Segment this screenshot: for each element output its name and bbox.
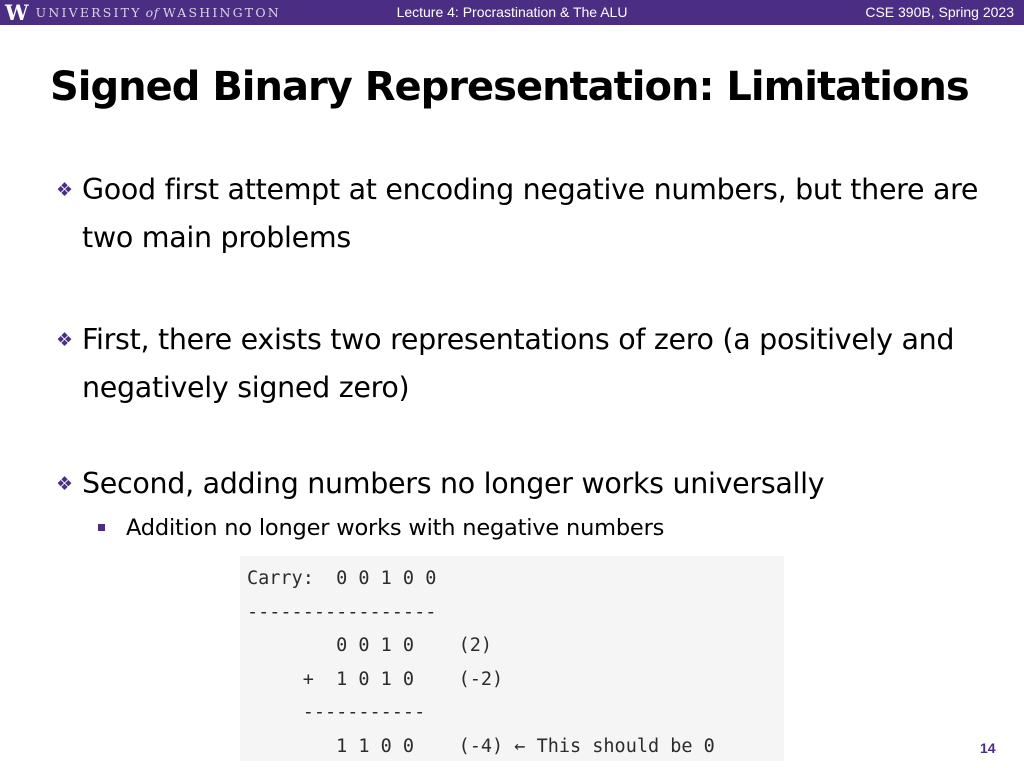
diamond-bullet-icon: ❖ [56,179,74,201]
lecture-title: Lecture 4: Procrastination & The ALU [396,4,628,20]
uw-wordmark: UNIVERSITY of WASHINGTON [35,5,281,20]
square-bullet-icon [96,513,126,543]
code-line: Carry: 0 0 1 0 0 [247,568,437,589]
code-text [247,562,715,763]
bullet-text: Good first attempt at encoding negative numbers, but there are two main problems [82,173,979,254]
slide-title: Signed Binary Representation: Limitations [50,64,969,110]
bullet-item [56,166,1006,262]
bullet-item [56,316,1006,412]
diamond-bullet-icon: ❖ [56,329,74,351]
code-block [240,556,784,761]
code-line: 1 1 0 0 (-4) ← This should be 0 [247,735,715,757]
course-title: CSE 390B, Spring 2023 [865,4,1014,20]
sub-bullet-text: Addition no longer works with negative numbers [126,515,665,541]
page-number: 14 [980,740,996,756]
code-line: ----------------- [247,601,437,623]
uw-w-logo-icon: W [5,0,28,25]
bullet-item [56,460,1006,508]
bullet-text: Second, adding numbers no longer works universally [82,467,825,500]
bullet-text: First, there exists two representations of zero (a positively and negatively signed zero) [82,323,955,404]
diamond-bullet-icon: ❖ [56,473,74,495]
code-line: ----------- [302,702,426,723]
header-bar [0,0,1024,25]
code-line: + 1 0 1 0 (-2) [302,668,504,690]
sub-bullet-item [96,513,664,543]
code-line: 0 0 1 0 (2) [336,635,493,656]
